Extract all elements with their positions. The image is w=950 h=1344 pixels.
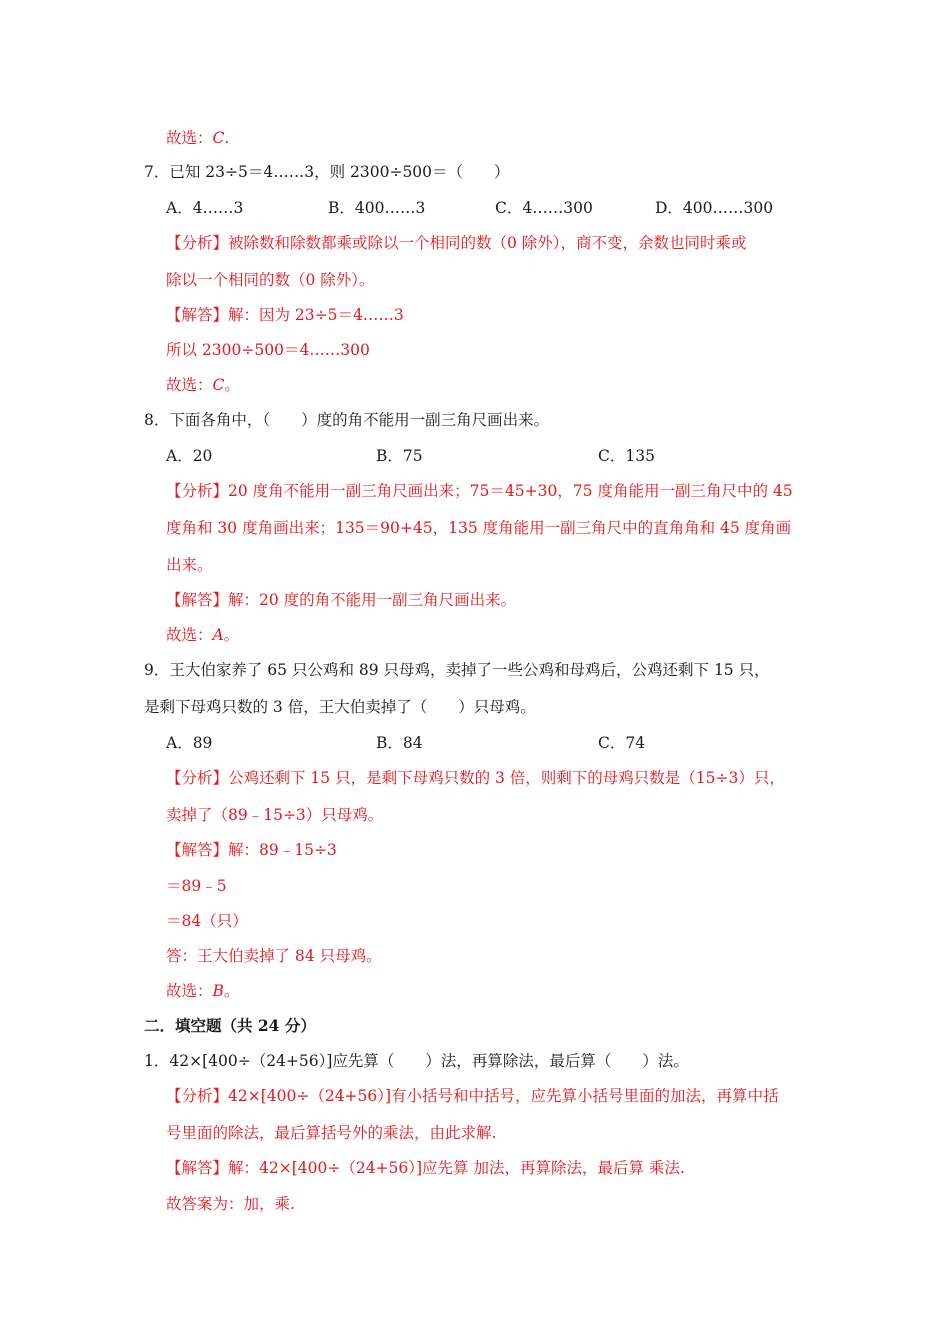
q7-analysis-line2: 除以一个相同的数（0 除外）。 <box>166 271 375 289</box>
choose-prefix: 故选： <box>166 982 213 1000</box>
choose-prefix: 故选： <box>166 129 213 147</box>
q8-analysis-line2: 度角和 30 度角画出来；135＝90+45，135 度角能用一副三角尺中的直角角和 45 度角画 <box>166 519 792 537</box>
q8-answer: 【解答】解：20 度的角不能用一副三角尺画出来。 <box>166 591 517 609</box>
section-heading: 二．填空题（共 24 分） <box>144 1016 316 1035</box>
q9-option-b: B．84 <box>376 734 423 752</box>
q8-analysis-line1: 【分析】20 度角不能用一副三角尺画出来；75＝45+30，75 度角能用一副三角尺中的 45 <box>166 482 793 500</box>
q7-option-c: C．4……300 <box>495 199 593 217</box>
choose-letter: C <box>212 129 225 147</box>
q9-stem-line2: 是剩下母鸡只数的 3 倍，王大伯卖掉了（ ）只母鸡。 <box>144 698 536 716</box>
choose-prefix: 故选： <box>166 626 213 644</box>
q9-option-a: A．89 <box>166 734 213 752</box>
q7-answer: 【解答】解：因为 23÷5＝4……3 <box>166 306 404 324</box>
choose-letter: C <box>212 376 225 394</box>
choose-suffix: 。 <box>223 626 240 644</box>
q9-answer: 【解答】解：89﹣15÷3 <box>166 841 337 859</box>
q7-choose <box>166 374 240 396</box>
choose-letter: A <box>212 626 224 644</box>
q8-option-b: B．75 <box>376 447 423 465</box>
q7-stem: 7．已知 23÷5＝4……3，则 2300÷500＝（ ） <box>144 163 510 181</box>
choose-suffix: 。 <box>224 376 240 394</box>
q8-stem: 8．下面各角中，（ ）度的角不能用一副三角尺画出来。 <box>144 411 550 429</box>
f1-answer: 【解答】解：42×[400÷（24+56）]应先算 加法，再算除法，最后算 乘法. <box>166 1159 685 1177</box>
q7-option-d: D．400……300 <box>655 199 774 217</box>
q9-choose <box>166 980 239 1002</box>
q7-analysis-line1: 【分析】被除数和除数都乘或除以一个相同的数（0 除外），商不变，余数也同时乘或 <box>166 234 747 252</box>
q7-step: 所以 2300÷500＝4……300 <box>166 341 370 359</box>
f1-stem: 1．42×[400÷（24+56）]应先算（ ）法，再算除法，最后算（ ）法。 <box>144 1052 689 1070</box>
q8-choose <box>166 624 239 646</box>
choose-letter: B <box>212 982 224 1000</box>
q6-choose <box>166 127 229 149</box>
f1-analysis-line2: 号里面的除法，最后算括号外的乘法，由此求解. <box>166 1124 497 1142</box>
f1-analysis-line1: 【分析】42×[400÷（24+56）]有小括号和中括号，应先算小括号里面的加法，再算中括 <box>166 1087 779 1105</box>
q9-step-2: ＝84（只） <box>166 912 248 930</box>
q7-option-a: A．4……3 <box>166 199 244 217</box>
choose-suffix: . <box>224 129 230 147</box>
q9-analysis-line1: 【分析】公鸡还剩下 15 只，是剩下母鸡只数的 3 倍，则剩下的母鸡只数是（15÷3）只， <box>166 769 785 787</box>
q9-option-c: C．74 <box>598 734 646 752</box>
choose-prefix: 故选： <box>166 376 213 394</box>
q8-analysis-line3: 出来。 <box>166 556 213 574</box>
q9-stem-line1: 9．王大伯家养了 65 只公鸡和 89 只母鸡，卖掉了一些公鸡和母鸡后，公鸡还剩下 15 只， <box>144 661 770 679</box>
f1-result: 故答案为：加，乘. <box>166 1195 295 1213</box>
choose-suffix: 。 <box>223 982 240 1000</box>
q7-option-b: B．400……3 <box>328 199 426 217</box>
q9-analysis-line2: 卖掉了（89﹣15÷3）只母鸡。 <box>166 806 384 824</box>
q8-option-a: A．20 <box>166 447 213 465</box>
q8-option-c: C．135 <box>598 447 655 465</box>
q9-reply: 答：王大伯卖掉了 84 只母鸡。 <box>166 947 382 965</box>
q9-step-1: ＝89﹣5 <box>166 877 227 895</box>
